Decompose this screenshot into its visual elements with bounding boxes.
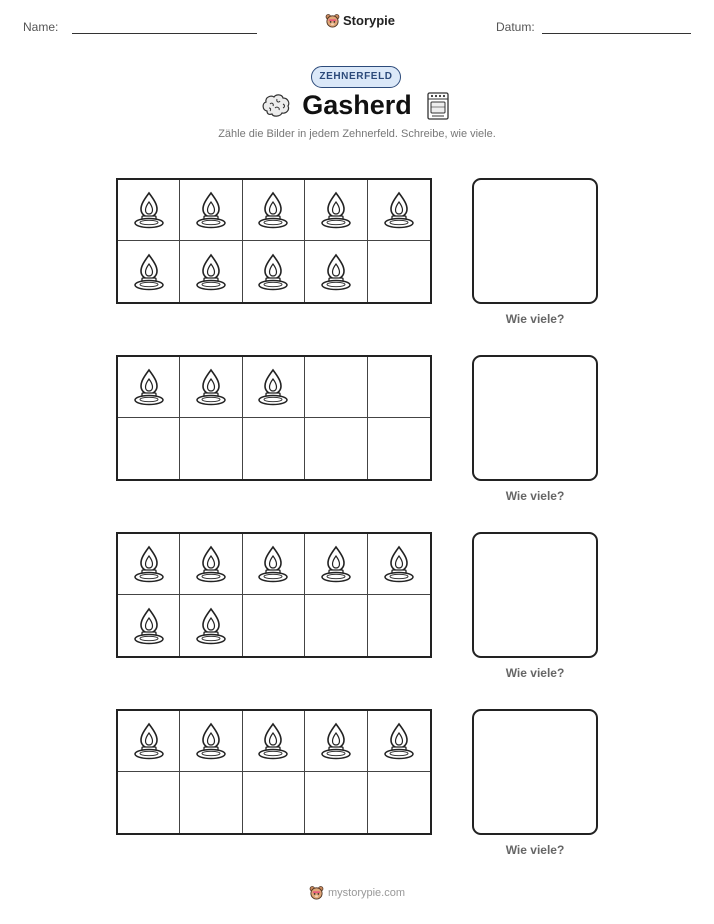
ten-frame-cell <box>305 357 367 418</box>
gas-burner-icon <box>195 190 227 230</box>
gas-burner-icon <box>383 190 415 230</box>
answer-box-2[interactable] <box>472 355 598 481</box>
date-line[interactable] <box>542 33 691 34</box>
ten-frame-cell <box>118 534 180 595</box>
ten-frame-cell <box>305 180 367 241</box>
ten-frame-cell <box>368 418 430 479</box>
gas-burner-icon <box>257 544 289 584</box>
ten-frame-3 <box>116 532 432 658</box>
ten-frame-1 <box>116 178 432 304</box>
ten-frame-cell <box>180 180 242 241</box>
bear-mascot-icon <box>325 13 340 28</box>
ten-frame-cell <box>180 711 242 772</box>
gas-burner-icon <box>320 190 352 230</box>
ten-frame-cell <box>368 357 430 418</box>
ten-frame-cell <box>305 772 367 833</box>
ten-frame-4 <box>116 709 432 835</box>
ten-frame-cell <box>243 534 305 595</box>
answer-label-1: Wie viele? <box>505 312 565 326</box>
footer-url: mystorypie.com <box>327 886 406 899</box>
topic-badge: ZEHNERFELD <box>311 66 401 88</box>
bear-mascot-icon <box>309 885 324 900</box>
ten-frame-cell <box>180 772 242 833</box>
ten-frame-cell <box>368 711 430 772</box>
ten-frame-cell <box>305 534 367 595</box>
ten-frame-cell <box>180 534 242 595</box>
gas-burner-icon <box>383 721 415 761</box>
ten-frame-cell <box>368 241 430 302</box>
answer-box-3[interactable] <box>472 532 598 658</box>
ten-frame-cell <box>368 180 430 241</box>
gas-burner-icon <box>320 544 352 584</box>
ten-frame-cell <box>305 595 367 656</box>
ten-frame-cell <box>180 357 242 418</box>
gas-burner-icon <box>133 252 165 292</box>
answer-label-2: Wie viele? <box>505 489 565 503</box>
stove-icon <box>426 91 450 121</box>
gas-burner-icon <box>195 252 227 292</box>
ten-frame-cell <box>180 418 242 479</box>
ten-frame-cell <box>118 711 180 772</box>
instructions: Zähle die Bilder in jedem Zehnerfeld. Schreibe, wie viele. <box>218 128 496 140</box>
ten-frame-cell <box>243 595 305 656</box>
name-label: Name: <box>23 20 59 34</box>
gas-burner-icon <box>257 190 289 230</box>
ten-frame-2 <box>116 355 432 481</box>
ten-frame-cell <box>180 241 242 302</box>
ten-frame-cell <box>118 595 180 656</box>
ten-frame-cell <box>118 418 180 479</box>
ten-frame-cell <box>243 772 305 833</box>
answer-label-3: Wie viele? <box>505 666 565 680</box>
gas-burner-icon <box>195 721 227 761</box>
gas-burner-icon <box>320 721 352 761</box>
gas-burner-icon <box>257 721 289 761</box>
ten-frame-cell <box>305 418 367 479</box>
ten-frame-cell <box>368 772 430 833</box>
ten-frame-cell <box>118 357 180 418</box>
answer-label-4: Wie viele? <box>505 843 565 857</box>
gas-burner-icon <box>195 606 227 646</box>
brand-logo <box>325 13 395 28</box>
ten-frame-cell <box>305 711 367 772</box>
gas-burner-icon <box>257 367 289 407</box>
answer-box-4[interactable] <box>472 709 598 835</box>
gas-burner-icon <box>133 721 165 761</box>
gas-burner-icon <box>133 367 165 407</box>
ten-frame-cell <box>180 595 242 656</box>
answer-box-1[interactable] <box>472 178 598 304</box>
footer <box>0 885 714 900</box>
gas-burner-icon <box>133 190 165 230</box>
ten-frame-cell <box>243 418 305 479</box>
date-label: Datum: <box>496 20 535 34</box>
worksheet-title: Gasherd <box>302 90 412 120</box>
ten-frame-cell <box>118 772 180 833</box>
ten-frame-cell <box>243 241 305 302</box>
brand-name: Storypie <box>343 13 396 28</box>
ten-frame-cell <box>305 241 367 302</box>
gas-burner-icon <box>320 252 352 292</box>
ten-frame-cell <box>118 241 180 302</box>
gas-burner-icon <box>257 252 289 292</box>
name-line[interactable] <box>72 33 257 34</box>
ten-frame-cell <box>118 180 180 241</box>
gas-burner-icon <box>133 544 165 584</box>
ten-frame-cell <box>243 180 305 241</box>
ten-frame-cell <box>368 534 430 595</box>
gas-burner-icon <box>133 606 165 646</box>
gas-burner-icon <box>195 544 227 584</box>
ten-frame-cell <box>243 357 305 418</box>
gas-burner-icon <box>383 544 415 584</box>
ten-frame-cell <box>243 711 305 772</box>
ten-frame-cell <box>368 595 430 656</box>
gas-burner-icon <box>195 367 227 407</box>
